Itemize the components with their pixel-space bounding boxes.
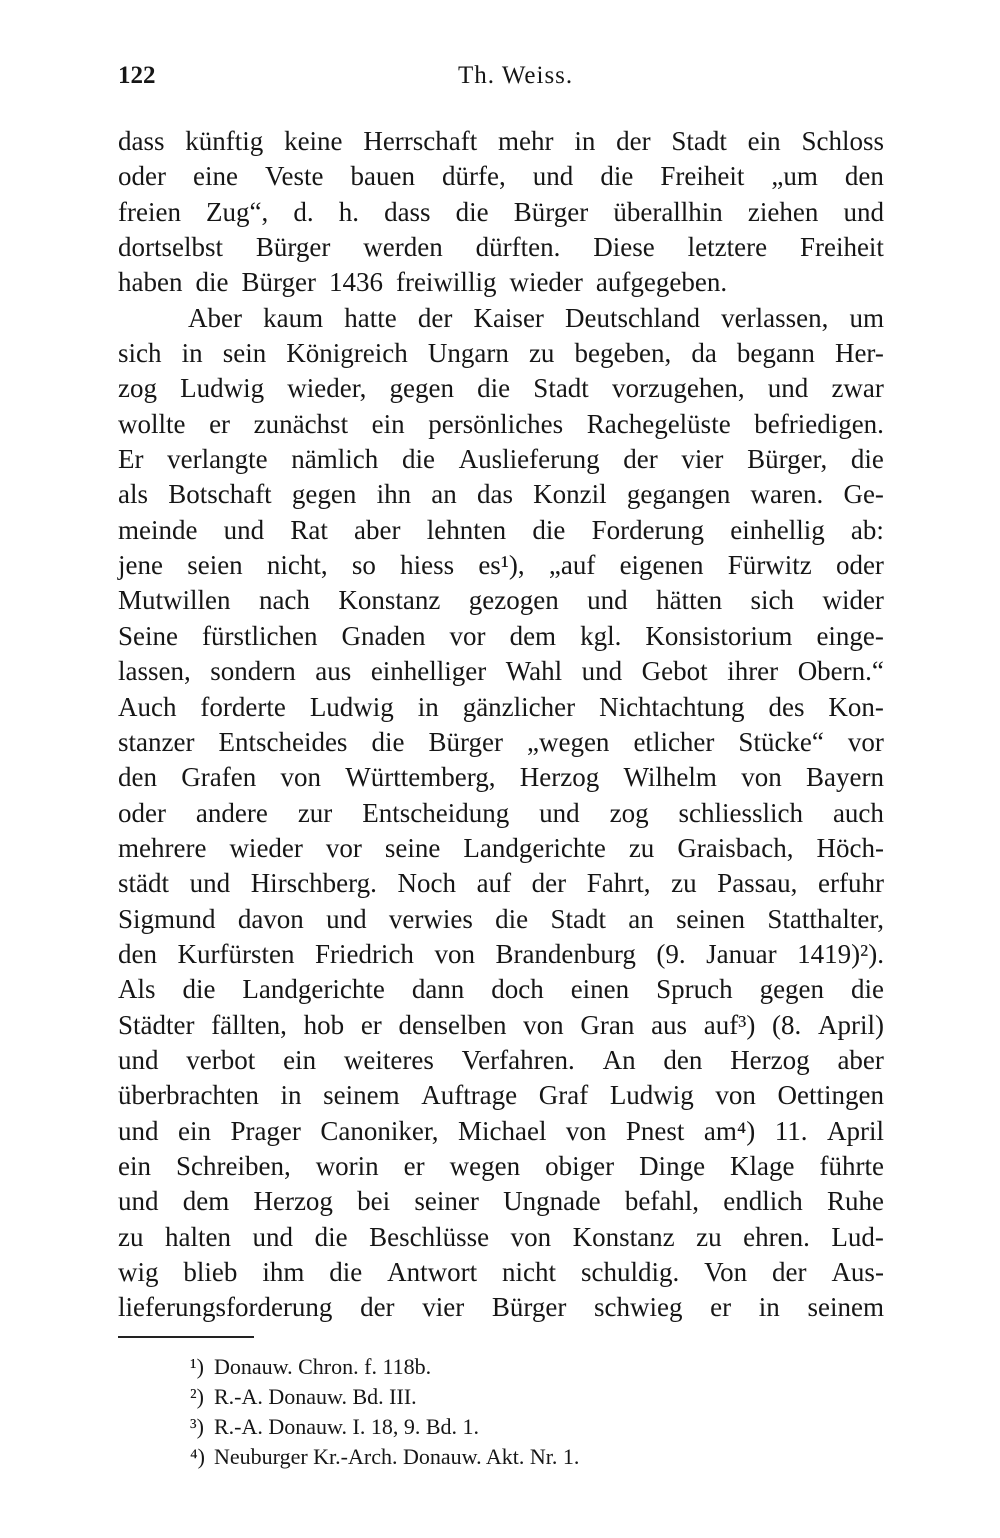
text-line: ein Schreiben, worin er wegen obiger Dinge Klage führte: [118, 1150, 884, 1181]
text-line: und verbot ein weiteres Verfahren. An den Herzog aber: [118, 1044, 884, 1075]
text-line: dortselbst Bürger werden dürften. Diese letztere Freiheit: [118, 232, 884, 263]
text-line: wollte er zunächst ein persönliches Rachegelüste befriedigen.: [118, 408, 884, 439]
text-line: zog Ludwig wieder, gegen die Stadt vorzugehen, und zwar: [118, 373, 884, 404]
text-line: wig blieb ihm die Antwort nicht schuldig. Von der Aus-: [118, 1257, 884, 1287]
footnote-mark: ⁴): [190, 1444, 205, 1469]
text-line: stanzer Entscheides die Bürger „wegen etlicher Stücke“ vor: [118, 726, 884, 757]
text-line: Seine fürstlichen Gnaden vor dem kgl. Konsistorium einge-: [118, 620, 884, 651]
text-line: den Grafen von Württemberg, Herzog Wilhelm von Bayern: [118, 762, 884, 793]
main-text: [118, 124, 884, 1326]
text-line: jene seien nicht, so hiess es¹), „auf eigenen Fürwitz oder: [118, 550, 884, 581]
text-line: zu halten und die Beschlüsse von Konstanz zu ehren. Lud-: [118, 1221, 884, 1252]
footnotes: [190, 1352, 790, 1472]
footnote-mark: ²): [190, 1384, 204, 1409]
text-line: haben die Bürger 1436 freiwillig wieder aufgegeben.: [118, 267, 728, 298]
page-header: [118, 62, 884, 98]
text-line: oder andere zur Entscheidung und zog schliesslich auch: [118, 797, 884, 828]
footnote-mark: ¹): [190, 1354, 204, 1379]
text-line: Städter fällten, hob er denselben von Gran aus auf³) (8. April): [118, 1009, 884, 1040]
text-line: und dem Herzog bei seiner Ungnade befahl, endlich Ruhe: [118, 1186, 884, 1217]
text-line: Aber kaum hatte der Kaiser Deutschland verlassen, um: [188, 302, 884, 333]
text-line: Als die Landgerichte dann doch einen Spruch gegen die: [118, 974, 884, 1005]
footnote: [190, 1352, 790, 1382]
text-line: als Botschaft gegen ihn an das Konzil gegangen waren. Ge-: [118, 479, 884, 510]
text-line: freien Zug“, d. h. dass die Bürger überallhin ziehen und: [118, 196, 884, 227]
text-line: Mutwillen nach Konstanz gezogen und hätten sich wider: [118, 585, 884, 616]
text-line: städt und Hirschberg. Noch auf der Fahrt, zu Passau, erfuhr: [118, 868, 884, 899]
text-line: Er verlangte nämlich die Auslieferung der vier Bürger, die: [118, 444, 884, 475]
footnote-text: Neuburger Kr.-Arch. Donauw. Akt. Nr. 1.: [214, 1444, 580, 1469]
footnote: [190, 1382, 790, 1412]
text-line: lieferungsforderung der vier Bürger schwieg er in seinem: [118, 1292, 884, 1323]
footnote: [190, 1442, 790, 1472]
text-line: oder eine Veste bauen dürfe, und die Freiheit „um den: [118, 161, 884, 192]
text-line: den Kurfürsten Friedrich von Brandenburg (9. Januar 1419)²).: [118, 938, 884, 969]
page-number: 122: [118, 62, 156, 89]
text-line: dass künftig keine Herrschaft mehr in der Stadt ein Schloss: [118, 126, 884, 156]
text-line: lassen, sondern aus einhelliger Wahl und Gebot ihrer Obern.“: [118, 656, 884, 687]
running-head: Th. Weiss.: [458, 62, 574, 89]
text-line: überbrachten in seinem Auftrage Graf Ludwig von Oettingen: [118, 1080, 884, 1111]
footnote: [190, 1412, 790, 1442]
text-line: und ein Prager Canoniker, Michael von Pnest am⁴) 11. April: [118, 1115, 884, 1146]
footnote-text: R.-A. Donauw. I. 18, 9. Bd. 1.: [214, 1414, 479, 1439]
text-line: meinde und Rat aber lehnten die Forderung einhellig ab:: [118, 514, 884, 545]
text-line: Auch forderte Ludwig in gänzlicher Nichtachtung des Kon-: [118, 691, 884, 722]
footnote-text: R.-A. Donauw. Bd. III.: [214, 1384, 417, 1409]
footnote-divider: [118, 1336, 254, 1338]
text-line: mehrere wieder vor seine Landgerichte zu Graisbach, Höch-: [118, 832, 884, 863]
text-line: Sigmund davon und verwies die Stadt an seinen Statthalter,: [118, 903, 884, 934]
text-line: sich in sein Königreich Ungarn zu begeben, da begann Her-: [118, 338, 884, 369]
footnote-mark: ³): [190, 1414, 204, 1439]
footnote-text: Donauw. Chron. f. 118b.: [214, 1354, 432, 1379]
